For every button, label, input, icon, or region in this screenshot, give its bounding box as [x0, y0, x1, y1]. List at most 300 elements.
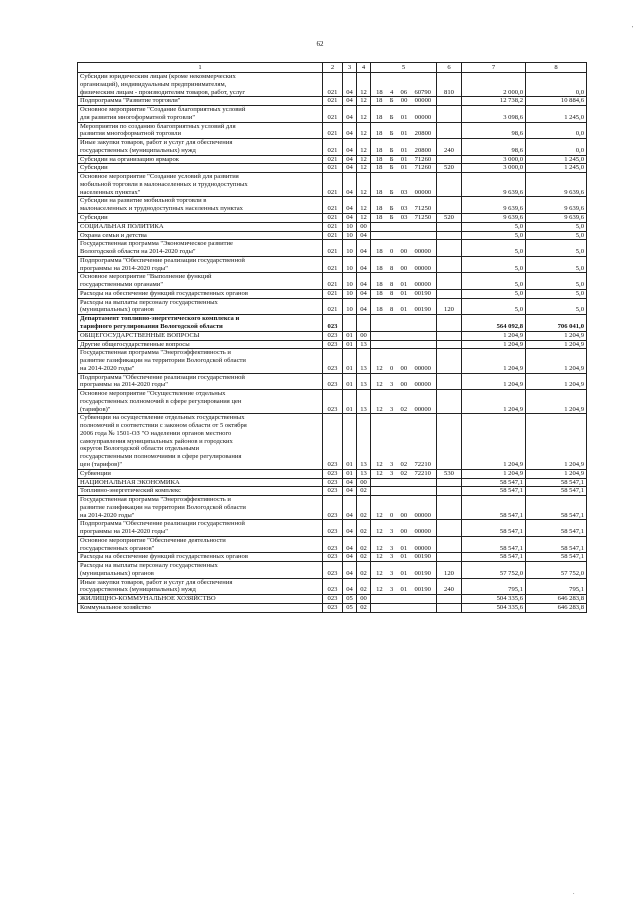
section-code-cell: 04 — [343, 496, 357, 520]
ministry-code-cell: 023 — [323, 520, 343, 537]
row-name-cell: Основное мероприятие "Выполнение функций государственными органами" — [78, 273, 323, 290]
amount-2020-cell: 0,0 — [526, 122, 587, 139]
table-row — [78, 414, 587, 469]
target-article-cell — [371, 331, 437, 340]
target-article-cell: 12 0 00 00000 — [371, 349, 437, 373]
expense-type-cell — [437, 256, 462, 273]
table-row — [78, 349, 587, 373]
amount-2019-cell: 58 547,1 — [462, 478, 526, 487]
expense-type-cell — [437, 173, 462, 197]
amount-2019-cell: 58 547,1 — [462, 496, 526, 520]
section-code-cell: 01 — [343, 390, 357, 414]
expense-type-cell — [437, 536, 462, 553]
ministry-code-cell: 021 — [323, 273, 343, 290]
subsection-code-cell: 12 — [357, 139, 371, 156]
subsection-code-cell: 04 — [357, 240, 371, 257]
table-row — [78, 197, 587, 214]
row-name-cell: Государственная программа "Энергоэффективность и развитие газификации на территории Вологодской области на 2014-2020 годы" — [78, 349, 323, 373]
expense-type-cell: 530 — [437, 469, 462, 478]
expense-type-cell: 240 — [437, 578, 462, 595]
expense-type-cell — [437, 390, 462, 414]
row-name-cell: Субсидии — [78, 214, 323, 223]
row-name-cell: Расходы на выплаты персоналу государственных (муниципальных) органов — [78, 298, 323, 315]
ministry-code-cell: 023 — [323, 595, 343, 604]
amount-2020-cell: 58 547,1 — [526, 536, 587, 553]
section-code-cell: 10 — [343, 240, 357, 257]
section-code-cell: 10 — [343, 222, 357, 231]
amount-2019-cell: 3 098,6 — [462, 106, 526, 123]
expense-type-cell — [437, 106, 462, 123]
table-row — [78, 289, 587, 298]
target-article-cell: 18 8 01 00000 — [371, 273, 437, 290]
ministry-code-cell: 021 — [323, 155, 343, 164]
section-code-cell: 10 — [343, 231, 357, 240]
subsection-code-cell: 02 — [357, 553, 371, 562]
target-article-cell: 18 Б 01 71260 — [371, 164, 437, 173]
expense-type-cell — [437, 231, 462, 240]
expense-type-cell — [437, 240, 462, 257]
column-header: 5 — [371, 63, 437, 73]
target-article-cell: 18 8 00 00000 — [371, 256, 437, 273]
amount-2020-cell: 5,0 — [526, 273, 587, 290]
row-name-cell: Подпрограмма "Обеспечение реализации государственной программы на 2014-2020 годы" — [78, 520, 323, 537]
amount-2020-cell: 0,0 — [526, 73, 587, 97]
amount-2020-cell: 795,1 — [526, 578, 587, 595]
subsection-code-cell: 04 — [357, 289, 371, 298]
ministry-code-cell: 021 — [323, 214, 343, 223]
subsection-code-cell: 00 — [357, 478, 371, 487]
amount-2020-cell: 646 283,8 — [526, 595, 587, 604]
subsection-code-cell: 12 — [357, 73, 371, 97]
subsection-code-cell: 12 — [357, 155, 371, 164]
section-code-cell: 10 — [343, 298, 357, 315]
amount-2020-cell: 5,0 — [526, 289, 587, 298]
row-name-cell: Субсидии — [78, 164, 323, 173]
row-name-cell: Подпрограмма "Развитие торговли" — [78, 97, 323, 106]
amount-2020-cell: 706 041,0 — [526, 315, 587, 332]
table-row — [78, 122, 587, 139]
expense-type-cell — [437, 222, 462, 231]
ministry-code-cell: 023 — [323, 414, 343, 469]
amount-2020-cell: 58 547,1 — [526, 520, 587, 537]
table-row — [78, 173, 587, 197]
ministry-code-cell: 023 — [323, 562, 343, 579]
subsection-code-cell: 02 — [357, 496, 371, 520]
row-name-cell: Государственная программа "Энергоэффективность и развитие газификации на территории Вологодской области на 2014-2020 годы" — [78, 496, 323, 520]
amount-2020-cell: 9 639,6 — [526, 214, 587, 223]
amount-2019-cell: 58 547,1 — [462, 487, 526, 496]
ministry-code-cell: 021 — [323, 164, 343, 173]
section-code-cell: 04 — [343, 164, 357, 173]
row-name-cell: НАЦИОНАЛЬНАЯ ЭКОНОМИКА — [78, 478, 323, 487]
expense-type-cell — [437, 373, 462, 390]
section-code-cell: 10 — [343, 273, 357, 290]
target-article-cell: 12 3 02 72210 — [371, 469, 437, 478]
amount-2019-cell: 504 335,6 — [462, 604, 526, 613]
amount-2019-cell: 564 092,8 — [462, 315, 526, 332]
margin-mark: ' — [632, 26, 634, 32]
row-name-cell: Расходы на обеспечение функций государственных органов — [78, 289, 323, 298]
amount-2019-cell: 1 204,9 — [462, 331, 526, 340]
table-row — [78, 222, 587, 231]
table-row — [78, 340, 587, 349]
amount-2019-cell: 1 204,9 — [462, 340, 526, 349]
table-body — [78, 73, 587, 613]
amount-2019-cell: 1 204,9 — [462, 414, 526, 469]
row-name-cell: Субсидии на организацию ярмарок — [78, 155, 323, 164]
expense-type-cell — [437, 595, 462, 604]
amount-2019-cell: 5,0 — [462, 256, 526, 273]
amount-2019-cell: 9 639,6 — [462, 214, 526, 223]
ministry-code-cell: 023 — [323, 331, 343, 340]
amount-2020-cell: 58 547,1 — [526, 496, 587, 520]
row-name-cell: ОБЩЕГОСУДАРСТВЕННЫЕ ВОПРОСЫ — [78, 331, 323, 340]
row-name-cell: Государственная программа "Экономическое развитие Вологодской области на 2014-2020 годы" — [78, 240, 323, 257]
expense-type-cell — [437, 155, 462, 164]
table-row — [78, 214, 587, 223]
expense-type-cell — [437, 487, 462, 496]
target-article-cell: 12 3 01 00190 — [371, 562, 437, 579]
amount-2019-cell: 2 000,0 — [462, 73, 526, 97]
section-code-cell: 01 — [343, 331, 357, 340]
expense-type-cell — [437, 289, 462, 298]
target-article-cell: 18 Б 01 20800 — [371, 122, 437, 139]
amount-2020-cell: 1 204,9 — [526, 414, 587, 469]
target-article-cell: 18 Б 01 71260 — [371, 155, 437, 164]
table-row — [78, 139, 587, 156]
target-article-cell — [371, 231, 437, 240]
subsection-code-cell: 12 — [357, 214, 371, 223]
ministry-code-cell: 023 — [323, 469, 343, 478]
subsection-code-cell: 13 — [357, 469, 371, 478]
expense-type-cell: 120 — [437, 562, 462, 579]
section-code-cell: 10 — [343, 256, 357, 273]
row-name-cell: Подпрограмма "Обеспечение реализации государственной программы на 2014-2020 годы" — [78, 256, 323, 273]
table-row — [78, 231, 587, 240]
column-header: 4 — [357, 63, 371, 73]
amount-2020-cell: 5,0 — [526, 298, 587, 315]
target-article-cell: 18 4 06 60790 — [371, 73, 437, 97]
amount-2020-cell: 1 245,0 — [526, 155, 587, 164]
ministry-code-cell: 021 — [323, 298, 343, 315]
ministry-code-cell: 021 — [323, 256, 343, 273]
amount-2019-cell: 3 000,0 — [462, 164, 526, 173]
amount-2019-cell: 1 204,9 — [462, 469, 526, 478]
ministry-code-cell: 023 — [323, 478, 343, 487]
row-name-cell: Расходы на обеспечение функций государственных органов — [78, 553, 323, 562]
row-name-cell: Основное мероприятие "Создание условий для развития мобильной торговли в малонаселенных и труднодоступных населенных пунктах" — [78, 173, 323, 197]
table-row — [78, 155, 587, 164]
target-article-cell: 18 Б 03 00000 — [371, 173, 437, 197]
subsection-code-cell: 02 — [357, 487, 371, 496]
amount-2020-cell: 9 639,6 — [526, 173, 587, 197]
column-header: 6 — [437, 63, 462, 73]
subsection-code-cell: 02 — [357, 520, 371, 537]
amount-2020-cell: 5,0 — [526, 240, 587, 257]
target-article-cell: 18 0 00 00000 — [371, 240, 437, 257]
amount-2019-cell: 9 639,6 — [462, 197, 526, 214]
amount-2020-cell: 1 204,9 — [526, 331, 587, 340]
row-name-cell: Топливно-энергетический комплекс — [78, 487, 323, 496]
table-row — [78, 298, 587, 315]
ministry-code-cell: 021 — [323, 73, 343, 97]
subsection-code-cell: 13 — [357, 414, 371, 469]
row-name-cell: Иные закупки товаров, работ и услуг для обеспечения государственных (муниципальных) нужд — [78, 139, 323, 156]
table-row — [78, 496, 587, 520]
row-name-cell: Основное мероприятие "Обеспечение деятельности государственных органов" — [78, 536, 323, 553]
amount-2019-cell: 5,0 — [462, 298, 526, 315]
row-name-cell: Департамент топливно-энергетического комплекса и тарифного регулирования Вологодской области — [78, 315, 323, 332]
subsection-code-cell: 12 — [357, 106, 371, 123]
ministry-code-cell: 023 — [323, 487, 343, 496]
section-code-cell: 04 — [343, 73, 357, 97]
row-name-cell: СОЦИАЛЬНАЯ ПОЛИТИКА — [78, 222, 323, 231]
expense-type-cell — [437, 97, 462, 106]
section-code-cell: 04 — [343, 562, 357, 579]
target-article-cell — [371, 487, 437, 496]
row-name-cell: Основное мероприятие "Создание благоприятных условий для развития многоформатной торговли" — [78, 106, 323, 123]
expense-type-cell — [437, 340, 462, 349]
target-article-cell — [371, 340, 437, 349]
expense-type-cell: 810 — [437, 73, 462, 97]
target-article-cell: 18 Б 00 00000 — [371, 97, 437, 106]
target-article-cell — [371, 478, 437, 487]
target-article-cell: 18 Б 01 20800 — [371, 139, 437, 156]
amount-2019-cell: 12 738,2 — [462, 97, 526, 106]
target-article-cell: 12 0 00 00000 — [371, 496, 437, 520]
row-name-cell: Подпрограмма "Обеспечение реализации государственной программы на 2014-2020 годы" — [78, 373, 323, 390]
ministry-code-cell: 023 — [323, 340, 343, 349]
amount-2020-cell: 1 204,9 — [526, 373, 587, 390]
section-code-cell: 04 — [343, 197, 357, 214]
section-code-cell: 04 — [343, 155, 357, 164]
amount-2020-cell: 58 547,1 — [526, 553, 587, 562]
amount-2020-cell: 5,0 — [526, 231, 587, 240]
table-row — [78, 478, 587, 487]
section-code-cell — [343, 315, 357, 332]
section-code-cell: 04 — [343, 487, 357, 496]
amount-2020-cell: 1 245,0 — [526, 164, 587, 173]
row-name-cell: Мероприятия по созданию благоприятных условий для развития многоформатной торговли — [78, 122, 323, 139]
ministry-code-cell: 021 — [323, 240, 343, 257]
ministry-code-cell: 021 — [323, 97, 343, 106]
target-article-cell: 18 Б 03 71250 — [371, 214, 437, 223]
amount-2019-cell: 5,0 — [462, 289, 526, 298]
amount-2019-cell: 58 547,1 — [462, 553, 526, 562]
amount-2019-cell: 98,6 — [462, 139, 526, 156]
target-article-cell — [371, 604, 437, 613]
section-code-cell: 04 — [343, 214, 357, 223]
amount-2019-cell: 1 204,9 — [462, 349, 526, 373]
amount-2020-cell: 5,0 — [526, 222, 587, 231]
amount-2020-cell: 1 204,9 — [526, 469, 587, 478]
section-code-cell: 10 — [343, 289, 357, 298]
target-article-cell — [371, 315, 437, 332]
target-article-cell: 12 3 00 00000 — [371, 520, 437, 537]
amount-2019-cell: 58 547,1 — [462, 520, 526, 537]
subsection-code-cell: 13 — [357, 340, 371, 349]
subsection-code-cell: 12 — [357, 197, 371, 214]
table-row — [78, 273, 587, 290]
table-row — [78, 106, 587, 123]
section-code-cell: 05 — [343, 604, 357, 613]
table-row — [78, 562, 587, 579]
section-code-cell: 01 — [343, 373, 357, 390]
ministry-code-cell: 023 — [323, 604, 343, 613]
budget-table — [77, 62, 587, 613]
target-article-cell: 12 3 02 72210 — [371, 414, 437, 469]
row-name-cell: Другие общегосударственные вопросы — [78, 340, 323, 349]
column-header: 1 — [78, 63, 323, 73]
amount-2019-cell: 504 335,6 — [462, 595, 526, 604]
row-name-cell: ЖИЛИЩНО-КОММУНАЛЬНОЕ ХОЗЯЙСТВО — [78, 595, 323, 604]
subsection-code-cell — [357, 315, 371, 332]
expense-type-cell — [437, 553, 462, 562]
section-code-cell: 05 — [343, 595, 357, 604]
subsection-code-cell: 00 — [357, 222, 371, 231]
subsection-code-cell: 12 — [357, 173, 371, 197]
subsection-code-cell: 12 — [357, 97, 371, 106]
amount-2019-cell: 9 639,6 — [462, 173, 526, 197]
column-header: 7 — [462, 63, 526, 73]
ministry-code-cell: 023 — [323, 390, 343, 414]
table-row — [78, 536, 587, 553]
ministry-code-cell: 021 — [323, 122, 343, 139]
subsection-code-cell: 02 — [357, 536, 371, 553]
section-code-cell: 04 — [343, 106, 357, 123]
table-row — [78, 164, 587, 173]
ministry-code-cell: 021 — [323, 231, 343, 240]
table-row — [78, 256, 587, 273]
target-article-cell: 12 3 00 00000 — [371, 373, 437, 390]
subsection-code-cell: 12 — [357, 122, 371, 139]
target-article-cell: 18 8 01 00190 — [371, 289, 437, 298]
ministry-code-cell: 023 — [323, 349, 343, 373]
subsection-code-cell: 04 — [357, 273, 371, 290]
section-code-cell: 04 — [343, 520, 357, 537]
ministry-code-cell: 023 — [323, 373, 343, 390]
table-header-row — [78, 63, 587, 73]
amount-2019-cell: 1 204,9 — [462, 373, 526, 390]
ministry-code-cell: 021 — [323, 222, 343, 231]
section-code-cell: 04 — [343, 536, 357, 553]
expense-type-cell — [437, 331, 462, 340]
target-article-cell: 12 3 01 00190 — [371, 578, 437, 595]
target-article-cell — [371, 222, 437, 231]
column-header: 2 — [323, 63, 343, 73]
section-code-cell: 04 — [343, 97, 357, 106]
subsection-code-cell: 04 — [357, 231, 371, 240]
ministry-code-cell: 021 — [323, 197, 343, 214]
amount-2020-cell: 1 204,9 — [526, 340, 587, 349]
section-code-cell: 04 — [343, 122, 357, 139]
ministry-code-cell: 023 — [323, 578, 343, 595]
section-code-cell: 01 — [343, 414, 357, 469]
expense-type-cell — [437, 122, 462, 139]
subsection-code-cell: 04 — [357, 298, 371, 315]
row-name-cell: Расходы на выплаты персоналу государственных (муниципальных) органов — [78, 562, 323, 579]
row-name-cell: Субсидии юридическим лицам (кроме некоммерческих организаций), индивидуальным предпринимателям, физическим лицам - производителям товаров, работ, услуг — [78, 73, 323, 97]
section-code-cell: 04 — [343, 553, 357, 562]
page-number: 62 — [316, 40, 324, 48]
amount-2019-cell: 795,1 — [462, 578, 526, 595]
section-code-cell: 04 — [343, 478, 357, 487]
ministry-code-cell: 021 — [323, 139, 343, 156]
amount-2019-cell: 5,0 — [462, 240, 526, 257]
subsection-code-cell: 02 — [357, 604, 371, 613]
amount-2020-cell: 1 204,9 — [526, 390, 587, 414]
table-row — [78, 315, 587, 332]
amount-2019-cell: 5,0 — [462, 273, 526, 290]
expense-type-cell — [437, 414, 462, 469]
row-name-cell: Субвенции — [78, 469, 323, 478]
table-row — [78, 604, 587, 613]
amount-2019-cell: 5,0 — [462, 222, 526, 231]
subsection-code-cell: 12 — [357, 164, 371, 173]
subsection-code-cell: 13 — [357, 349, 371, 373]
row-name-cell: Иные закупки товаров, работ и услуг для обеспечения государственных (муниципальных) нужд — [78, 578, 323, 595]
table-row — [78, 595, 587, 604]
subsection-code-cell: 13 — [357, 390, 371, 414]
amount-2019-cell: 98,6 — [462, 122, 526, 139]
table-row — [78, 97, 587, 106]
row-name-cell: Охрана семьи и детства — [78, 231, 323, 240]
subsection-code-cell: 00 — [357, 331, 371, 340]
amount-2020-cell: 10 884,6 — [526, 97, 587, 106]
expense-type-cell — [437, 273, 462, 290]
ministry-code-cell: 021 — [323, 106, 343, 123]
subsection-code-cell: 02 — [357, 562, 371, 579]
expense-type-cell — [437, 315, 462, 332]
amount-2020-cell: 0,0 — [526, 139, 587, 156]
expense-type-cell: 120 — [437, 298, 462, 315]
amount-2020-cell: 646 283,8 — [526, 604, 587, 613]
amount-2020-cell: 5,0 — [526, 256, 587, 273]
section-code-cell: 01 — [343, 469, 357, 478]
margin-mark: . — [573, 890, 575, 896]
section-code-cell: 04 — [343, 139, 357, 156]
expense-type-cell: 240 — [437, 139, 462, 156]
target-article-cell — [371, 595, 437, 604]
expense-type-cell — [437, 520, 462, 537]
table-row — [78, 331, 587, 340]
subsection-code-cell: 13 — [357, 373, 371, 390]
section-code-cell: 04 — [343, 173, 357, 197]
target-article-cell: 12 3 01 00190 — [371, 553, 437, 562]
table-row — [78, 553, 587, 562]
subsection-code-cell: 04 — [357, 256, 371, 273]
amount-2019-cell: 3 000,0 — [462, 155, 526, 164]
table-row — [78, 240, 587, 257]
amount-2019-cell: 5,0 — [462, 231, 526, 240]
amount-2020-cell: 57 752,0 — [526, 562, 587, 579]
ministry-code-cell: 023 — [323, 553, 343, 562]
ministry-code-cell: 023 — [323, 496, 343, 520]
expense-type-cell — [437, 197, 462, 214]
table-row — [78, 578, 587, 595]
target-article-cell: 18 Б 03 71250 — [371, 197, 437, 214]
expense-type-cell — [437, 478, 462, 487]
column-header: 3 — [343, 63, 357, 73]
row-name-cell: Основное мероприятие "Осуществление отдельных государственных полномочий в сфере регулирования цен (тарифов)" — [78, 390, 323, 414]
ministry-code-cell: 023 — [323, 315, 343, 332]
target-article-cell: 18 Б 01 00000 — [371, 106, 437, 123]
target-article-cell: 18 8 01 00190 — [371, 298, 437, 315]
amount-2020-cell: 1 245,0 — [526, 106, 587, 123]
subsection-code-cell: 02 — [357, 578, 371, 595]
ministry-code-cell: 021 — [323, 173, 343, 197]
row-name-cell: Субвенции на осуществление отдельных государственных полномочий в соответствии с законом области от 5 октября 2006 года № 1501-ОЗ "О наделении органов местного самоуправления муниципальных районов и городских округов Вологодской области отдельными государственными полномочиями в сфере регулирования цен (тарифов)" — [78, 414, 323, 469]
